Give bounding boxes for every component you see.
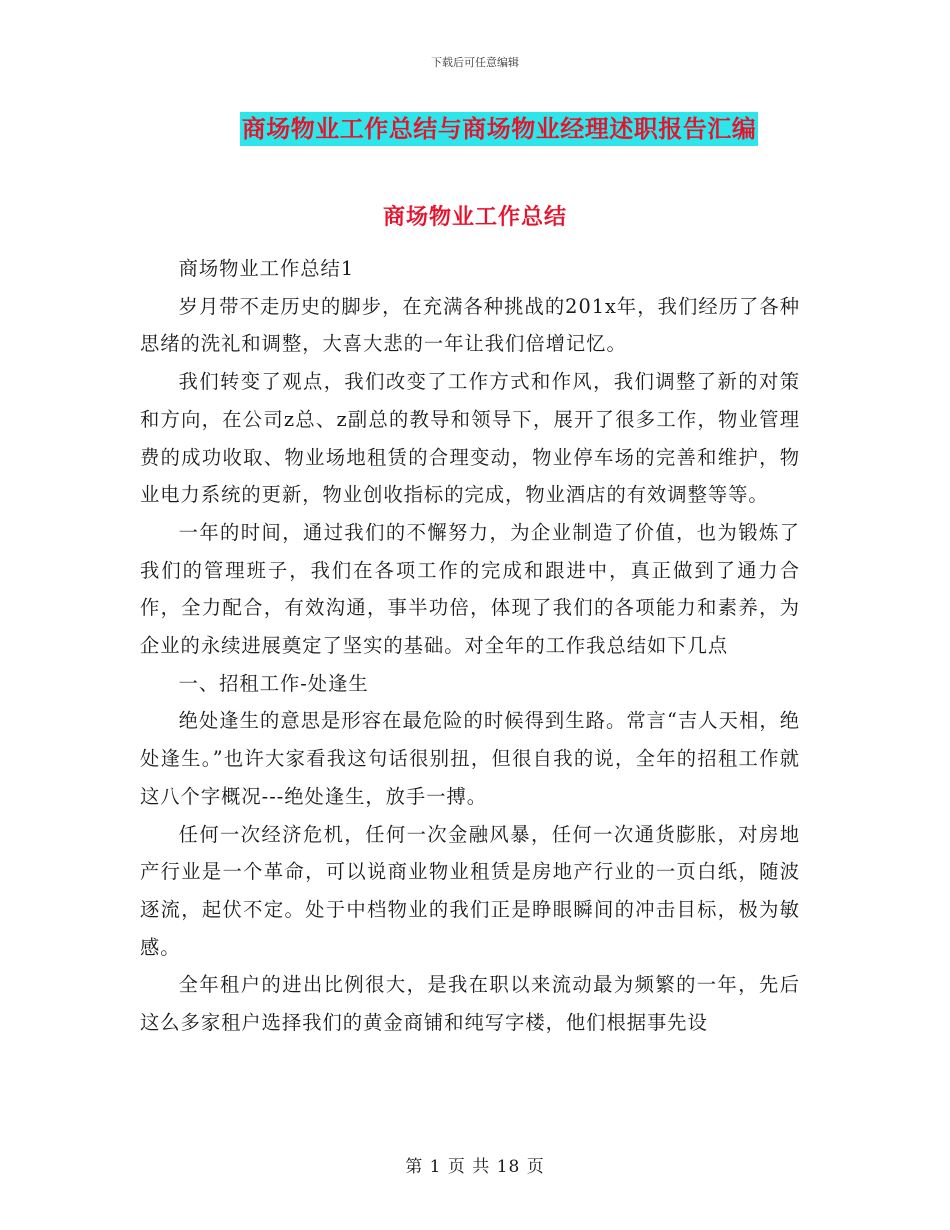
paragraph: 一年的时间，通过我们的不懈努力，为企业制造了价值，也为锻炼了我们的管理班子，我们在各项工作的完成和跟进中，真正做到了通力合作，全力配合，有效沟通，事半功倍，体现了我们的各项能力和素养，为企业的永续进展奠定了坚实的基础。对全年的工作我总结如下几点 <box>140 520 800 658</box>
page-footer: 第 1 页 共 18 页 <box>405 1157 545 1177</box>
document-main-title: 商场物业工作总结与商场物业经理述职报告汇编 <box>240 112 759 146</box>
paragraph: 任何一次经济危机，任何一次金融风暴，任何一次通货膨胀，对房地产行业是一个革命，可以说商业物业租赁是房地产行业的一页白纸，随波逐流，起伏不定。处于中档物业的我们正是睁眼瞬间的冲击目标，极为敏感。 <box>140 822 800 959</box>
section-title: 商场物业工作总结 <box>382 205 567 230</box>
paragraph: 绝处逢生的意思是形容在最危险的时候得到生路。常言“吉人天相，绝处逢生。”也许大家看我这句话很别扭，但很自我的说，全年的招租工作就这八个字概况---绝处逢生，放手一搏。 <box>140 709 800 808</box>
paragraph: 全年租户的进出比例很大，是我在职以来流动最为频繁的一年，先后这么多家租户选择我们的黄金商铺和纯写字楼，他们根据事先设 <box>140 973 800 1035</box>
body-text <box>140 250 800 1042</box>
paragraph: 商场物业工作总结1 <box>178 257 355 280</box>
main-title-wrap <box>0 112 950 146</box>
paragraph: 一、招租工作-处逢生 <box>178 671 369 695</box>
paragraph: 我们转变了观点，我们改变了工作方式和作风，我们调整了新的对策和方向，在公司z总、z副总的教导和领导下，展开了很多工作，物业管理费的成功收取、物业场地租赁的合理变动，物业停车场的完善和维护，物业电力系统的更新，物业创收指标的完成，物业酒店的有效调整等等。 <box>140 370 800 507</box>
paragraph: 岁月带不走历史的脚步，在充满各种挑战的201x年，我们经历了各种思绪的洗礼和调整，大喜大悲的一年让我们倍增记忆。 <box>140 294 800 356</box>
header-note: 下载后可任意编辑 <box>431 56 519 69</box>
